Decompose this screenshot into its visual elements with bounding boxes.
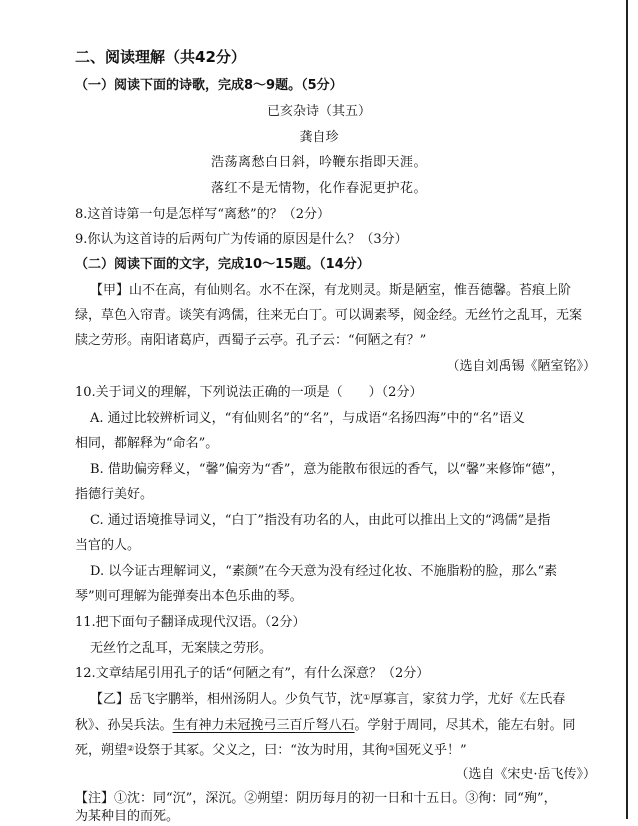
passage-yi-line-3 — [75, 742, 615, 760]
question-9: 9.你认为这首诗的后两句广为传诵的原因是什么？（3分） — [75, 232, 408, 247]
passage-yi-text: 秋》、孙吴兵法。 — [75, 718, 173, 733]
option-a-line-2: 相同，都解释为“命名”。 — [75, 436, 219, 451]
poem-title: 已亥杂诗（其五） — [266, 104, 371, 119]
footnote-marker-2: ② — [127, 744, 135, 753]
notes-line-2: 为某种目的而死。 — [75, 809, 180, 824]
underlined-sentence: 生有神力未冠挽弓三百斤弩八石 — [172, 718, 355, 733]
option-b-line-2: 指德行美好。 — [75, 487, 154, 502]
passage-yi-text: 。学射于周同，尽其术，能左右射。同 — [354, 718, 576, 733]
footnote-marker-3: ③ — [387, 744, 396, 753]
passage-yi-line-2 — [75, 717, 615, 735]
passage-yi-text: 设祭于其冢。父义之，曰：“汝为时用，其徇 — [134, 743, 388, 758]
option-d-line-1: D. 以今证古理解词义，“素颜”在今天意为没有经过化妆、不施脂粉的脸，那么“素 — [90, 564, 558, 579]
part1-heading: （一）阅读下面的诗歌，完成8～9题。（5分） — [75, 78, 343, 93]
passage-yi-text: 国死义乎！” — [395, 743, 467, 758]
passage-yi-text: 厚寡言，家贫力学，尤好《左氏春 — [370, 692, 566, 707]
poem-line-2: 落红不是无情物，化作春泥更护花。 — [210, 181, 427, 196]
passage-yi-text: 死，朔望 — [75, 743, 128, 758]
question-11: 11.把下面句子翻译成现代汉语。（2分） — [75, 615, 306, 630]
question-12: 12.文章结尾引用孔子的话“何陋之有”，有什么深意？（2分） — [75, 666, 430, 681]
passage-jia-source: （选自刘禹锡《陋室铭》） — [446, 359, 596, 374]
option-d-line-2: 琴”则可理解为能弹奏出本色乐曲的琴。 — [75, 589, 303, 604]
notes-line-1: 【注】①沈：同“沉”，深沉。②朔望：阴历每月的初一日和十五日。③徇：同“殉”， — [75, 791, 557, 806]
option-c-line-1: C. 通过语境推导词义，“白丁”指没有功名的人，由此可以推出上文的“鸿儒”是指 — [90, 513, 551, 528]
poem-author: 龚自珍 — [299, 130, 339, 145]
passage-yi-source: （选自《宋史·岳飞传》） — [455, 767, 596, 782]
poem-line-1: 浩荡离愁白日斜，吟鞭东指即天涯。 — [210, 155, 427, 170]
section-title: 二、阅读理解（共42分） — [75, 48, 246, 66]
option-c-line-2: 当官的人。 — [75, 538, 141, 553]
option-a-line-1: A. 通过比较辨析词义，“有仙则名”的“名”，与成语“名扬四海”中的“名”语义 — [90, 411, 525, 426]
question-10: 10.关于词义的理解，下列说法正确的一项是（ ）（2分） — [75, 385, 423, 400]
passage-jia-line-2: 绿，草色入帘青。谈笑有鸿儒，往来无白丁。可以调素琴，阅金经。无丝竹之乱耳，无案 — [75, 308, 583, 323]
question-11-sentence: 无丝竹之乱耳，无案牍之劳形。 — [90, 641, 273, 656]
passage-yi-text: 【乙】岳飞字鹏举，相州汤阴人。少负气节，沈 — [90, 692, 364, 707]
passage-jia-line-3: 牍之劳形。南阳诸葛庐，西蜀子云亭。孔子云：“何陋之有？” — [75, 333, 427, 348]
option-b-line-1: B. 借助偏旁释义，“馨”偏旁为“香”，意为能散布很远的香气，以“馨”来修饰“德”， — [90, 462, 564, 477]
footnote-marker-1: ① — [363, 693, 371, 702]
part2-heading: （二）阅读下面的文字，完成10～15题。（14分） — [75, 257, 370, 272]
question-8: 8.这首诗第一句是怎样写“离愁”的？（2分） — [75, 207, 330, 222]
passage-yi-line-1 — [90, 691, 630, 709]
passage-jia-line-1: 【甲】山不在高，有仙则名。水不在深，有龙则灵。斯是陋室，惟吾德馨。苔痕上阶 — [90, 283, 572, 298]
